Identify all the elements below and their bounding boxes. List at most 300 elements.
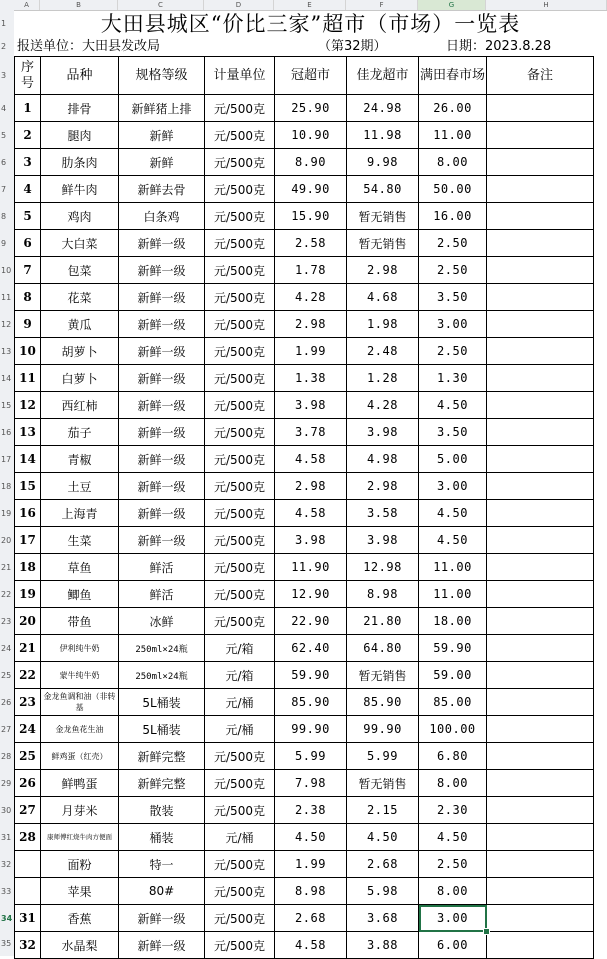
cell-jialong[interactable]: 8.98	[347, 581, 419, 608]
cell-guanchao[interactable]: 62.40	[275, 635, 347, 662]
cell-jialong[interactable]: 99.90	[347, 716, 419, 743]
row-number[interactable]: 35	[1, 938, 12, 948]
row-number[interactable]: 34	[1, 913, 13, 923]
header-unit[interactable]: 计量单位	[205, 57, 275, 95]
cell-unit[interactable]: 元/500克	[205, 338, 275, 365]
cell-guanchao[interactable]: 4.28	[275, 284, 347, 311]
row-number[interactable]: 26	[1, 697, 12, 707]
cell-item[interactable]: 胡萝卜	[41, 338, 119, 365]
cell-unit[interactable]: 元/桶	[205, 689, 275, 716]
cell-spec[interactable]: 鲜活	[119, 554, 205, 581]
cell-spec[interactable]: 250ml×24瓶	[119, 635, 205, 662]
cell-unit[interactable]: 元/500克	[205, 176, 275, 203]
cell-mantianchun[interactable]: 59.90	[419, 635, 487, 662]
cell-jialong[interactable]: 24.98	[347, 95, 419, 122]
row-number[interactable]: 13	[1, 346, 12, 356]
cell-guanchao[interactable]: 1.38	[275, 365, 347, 392]
cell-jialong[interactable]: 4.98	[347, 446, 419, 473]
cell-guanchao[interactable]: 49.90	[275, 176, 347, 203]
cell-seq[interactable]: 5	[15, 203, 41, 230]
cell-remark[interactable]	[487, 743, 594, 770]
cell-unit[interactable]: 元/500克	[205, 257, 275, 284]
header-spec[interactable]: 规格等级	[119, 57, 205, 95]
cell-unit[interactable]: 元/500克	[205, 392, 275, 419]
cell-seq[interactable]: 22	[15, 662, 41, 689]
cell-item[interactable]: 康师傅红烧牛肉方便面	[41, 824, 119, 851]
cell-remark[interactable]	[487, 122, 594, 149]
cell-jialong[interactable]: 12.98	[347, 554, 419, 581]
cell-item[interactable]: 黄瓜	[41, 311, 119, 338]
cell-mantianchun[interactable]: 3.00	[419, 905, 487, 932]
cell-seq[interactable]: 25	[15, 743, 41, 770]
cell-item[interactable]: 苹果	[41, 878, 119, 905]
row-number[interactable]: 32	[1, 859, 12, 869]
cell-mantianchun[interactable]: 4.50	[419, 500, 487, 527]
cell-unit[interactable]: 元/500克	[205, 419, 275, 446]
cell-item[interactable]: 蒙牛纯牛奶	[41, 662, 119, 689]
cell-remark[interactable]	[487, 662, 594, 689]
cell-jialong[interactable]: 1.28	[347, 365, 419, 392]
cell-remark[interactable]	[487, 635, 594, 662]
row-number[interactable]: 5	[1, 130, 7, 140]
cell-guanchao[interactable]: 4.58	[275, 500, 347, 527]
cell-guanchao[interactable]: 15.90	[275, 203, 347, 230]
cell-spec[interactable]: 新鲜一级	[119, 284, 205, 311]
cell-item[interactable]: 鲫鱼	[41, 581, 119, 608]
cell-unit[interactable]: 元/500克	[205, 284, 275, 311]
row-number[interactable]: 6	[1, 157, 7, 167]
cell-item[interactable]: 上海青	[41, 500, 119, 527]
row-number[interactable]: 9	[1, 238, 7, 248]
cell-remark[interactable]	[487, 716, 594, 743]
cell-unit[interactable]: 元/500克	[205, 797, 275, 824]
cell-guanchao[interactable]: 25.90	[275, 95, 347, 122]
header-remark[interactable]: 备注	[487, 57, 594, 95]
column-header-e[interactable]: E	[274, 0, 346, 10]
cell-jialong[interactable]: 暂无销售	[347, 203, 419, 230]
cell-remark[interactable]	[487, 419, 594, 446]
cell-unit[interactable]: 元/500克	[205, 527, 275, 554]
cell-remark[interactable]	[487, 311, 594, 338]
cell-unit[interactable]: 元/500克	[205, 473, 275, 500]
cell-remark[interactable]	[487, 581, 594, 608]
cell-spec[interactable]: 散装	[119, 797, 205, 824]
cell-spec[interactable]: 新鲜完整	[119, 770, 205, 797]
cell-jialong[interactable]: 54.80	[347, 176, 419, 203]
cell-item[interactable]: 土豆	[41, 473, 119, 500]
cell-jialong[interactable]: 3.98	[347, 419, 419, 446]
cell-remark[interactable]	[487, 284, 594, 311]
cell-seq[interactable]: 28	[15, 824, 41, 851]
cell-seq[interactable]: 23	[15, 689, 41, 716]
cell-mantianchun[interactable]: 8.00	[419, 878, 487, 905]
cell-remark[interactable]	[487, 770, 594, 797]
cell-seq[interactable]	[15, 878, 41, 905]
row-number[interactable]: 12	[1, 319, 12, 329]
cell-item[interactable]: 带鱼	[41, 608, 119, 635]
cell-mantianchun[interactable]: 4.50	[419, 527, 487, 554]
cell-unit[interactable]: 元/桶	[205, 824, 275, 851]
cell-mantianchun[interactable]: 2.30	[419, 797, 487, 824]
cell-item[interactable]: 金龙鱼调和油（非转基	[41, 689, 119, 716]
header-mantianchun[interactable]: 满田春市场	[419, 57, 487, 95]
cell-jialong[interactable]: 2.98	[347, 257, 419, 284]
cell-guanchao[interactable]: 8.98	[275, 878, 347, 905]
cell-jialong[interactable]: 3.68	[347, 905, 419, 932]
cell-mantianchun[interactable]: 59.00	[419, 662, 487, 689]
cell-item[interactable]: 大白菜	[41, 230, 119, 257]
cell-guanchao[interactable]: 59.90	[275, 662, 347, 689]
cell-seq[interactable]: 15	[15, 473, 41, 500]
cell-seq[interactable]: 2	[15, 122, 41, 149]
cell-item[interactable]: 鲜牛肉	[41, 176, 119, 203]
cell-seq[interactable]: 17	[15, 527, 41, 554]
cell-mantianchun[interactable]: 2.50	[419, 851, 487, 878]
cell-remark[interactable]	[487, 878, 594, 905]
cell-seq[interactable]: 12	[15, 392, 41, 419]
cell-seq[interactable]	[15, 851, 41, 878]
cell-guanchao[interactable]: 1.99	[275, 338, 347, 365]
cell-guanchao[interactable]: 22.90	[275, 608, 347, 635]
cell-guanchao[interactable]: 2.38	[275, 797, 347, 824]
cell-mantianchun[interactable]: 5.00	[419, 446, 487, 473]
cell-remark[interactable]	[487, 473, 594, 500]
cell-seq[interactable]: 7	[15, 257, 41, 284]
cell-guanchao[interactable]: 5.99	[275, 743, 347, 770]
cell-mantianchun[interactable]: 3.00	[419, 311, 487, 338]
cell-jialong[interactable]: 85.90	[347, 689, 419, 716]
cell-jialong[interactable]: 暂无销售	[347, 230, 419, 257]
cell-guanchao[interactable]: 4.50	[275, 824, 347, 851]
cell-remark[interactable]	[487, 689, 594, 716]
cell-guanchao[interactable]: 85.90	[275, 689, 347, 716]
cell-item[interactable]: 水晶梨	[41, 932, 119, 959]
cell-unit[interactable]: 元/500克	[205, 878, 275, 905]
cell-unit[interactable]: 元/桶	[205, 716, 275, 743]
cell-mantianchun[interactable]: 85.00	[419, 689, 487, 716]
cell-seq[interactable]: 24	[15, 716, 41, 743]
cell-unit[interactable]: 元/500克	[205, 365, 275, 392]
cell-remark[interactable]	[487, 95, 594, 122]
cell-guanchao[interactable]: 2.98	[275, 311, 347, 338]
cell-spec[interactable]: 新鲜	[119, 149, 205, 176]
cell-spec[interactable]: 新鲜	[119, 122, 205, 149]
cell-remark[interactable]	[487, 554, 594, 581]
cell-remark[interactable]	[487, 365, 594, 392]
cell-guanchao[interactable]: 1.78	[275, 257, 347, 284]
cell-mantianchun[interactable]: 3.00	[419, 473, 487, 500]
cell-unit[interactable]: 元/500克	[205, 905, 275, 932]
row-number[interactable]: 29	[1, 778, 12, 788]
cell-unit[interactable]: 元/500克	[205, 230, 275, 257]
cell-jialong[interactable]: 2.98	[347, 473, 419, 500]
header-seq[interactable]: 序号	[15, 57, 41, 95]
column-header-g[interactable]: G	[418, 0, 486, 10]
cell-item[interactable]: 排骨	[41, 95, 119, 122]
cell-mantianchun[interactable]: 2.50	[419, 338, 487, 365]
cell-spec[interactable]: 新鲜一级	[119, 446, 205, 473]
cell-item[interactable]: 金龙鱼花生油	[41, 716, 119, 743]
cell-guanchao[interactable]: 2.58	[275, 230, 347, 257]
cell-seq[interactable]: 16	[15, 500, 41, 527]
cell-guanchao[interactable]: 3.98	[275, 392, 347, 419]
cell-remark[interactable]	[487, 338, 594, 365]
cell-item[interactable]: 月芽米	[41, 797, 119, 824]
cell-seq[interactable]: 26	[15, 770, 41, 797]
cell-remark[interactable]	[487, 500, 594, 527]
cell-item[interactable]: 草鱼	[41, 554, 119, 581]
cell-spec[interactable]: 新鲜去骨	[119, 176, 205, 203]
cell-item[interactable]: 茄子	[41, 419, 119, 446]
cell-spec[interactable]: 桶装	[119, 824, 205, 851]
cell-jialong[interactable]: 3.58	[347, 500, 419, 527]
cell-spec[interactable]: 新鲜一级	[119, 230, 205, 257]
row-number[interactable]: 25	[1, 670, 12, 680]
cell-remark[interactable]	[487, 446, 594, 473]
cell-seq[interactable]: 4	[15, 176, 41, 203]
cell-jialong[interactable]: 暂无销售	[347, 662, 419, 689]
row-number[interactable]: 18	[1, 481, 12, 491]
cell-item[interactable]: 伊利纯牛奶	[41, 635, 119, 662]
cell-spec[interactable]: 新鲜一级	[119, 338, 205, 365]
cell-item[interactable]: 腿肉	[41, 122, 119, 149]
row-number[interactable]: 2	[1, 42, 7, 51]
cell-spec[interactable]: 5L桶装	[119, 716, 205, 743]
cell-guanchao[interactable]: 8.90	[275, 149, 347, 176]
cell-guanchao[interactable]: 7.98	[275, 770, 347, 797]
cell-mantianchun[interactable]: 6.00	[419, 932, 487, 959]
cell-seq[interactable]: 3	[15, 149, 41, 176]
row-number[interactable]: 28	[1, 751, 12, 761]
cell-guanchao[interactable]: 2.98	[275, 473, 347, 500]
cell-unit[interactable]: 元/500克	[205, 446, 275, 473]
cell-spec[interactable]: 新鲜一级	[119, 500, 205, 527]
cell-guanchao[interactable]: 11.90	[275, 554, 347, 581]
column-header-b[interactable]: B	[40, 0, 118, 10]
cell-seq[interactable]: 18	[15, 554, 41, 581]
row-number[interactable]: 20	[1, 535, 12, 545]
row-number[interactable]: 21	[1, 562, 12, 572]
cell-mantianchun[interactable]: 2.50	[419, 230, 487, 257]
column-header-f[interactable]: F	[346, 0, 418, 10]
cell-guanchao[interactable]: 10.90	[275, 122, 347, 149]
cell-spec[interactable]: 80#	[119, 878, 205, 905]
cell-unit[interactable]: 元/500克	[205, 932, 275, 959]
cell-guanchao[interactable]: 12.90	[275, 581, 347, 608]
cell-unit[interactable]: 元/500克	[205, 770, 275, 797]
cell-guanchao[interactable]: 3.98	[275, 527, 347, 554]
cell-jialong[interactable]: 11.98	[347, 122, 419, 149]
cell-jialong[interactable]: 2.68	[347, 851, 419, 878]
cell-jialong[interactable]: 3.88	[347, 932, 419, 959]
cell-jialong[interactable]: 5.99	[347, 743, 419, 770]
cell-guanchao[interactable]: 1.99	[275, 851, 347, 878]
cell-mantianchun[interactable]: 26.00	[419, 95, 487, 122]
cell-jialong[interactable]: 64.80	[347, 635, 419, 662]
cell-item[interactable]: 鸡肉	[41, 203, 119, 230]
cell-item[interactable]: 鲜鸡蛋（红壳）	[41, 743, 119, 770]
cell-unit[interactable]: 元/500克	[205, 500, 275, 527]
cell-spec[interactable]: 新鲜猪上排	[119, 95, 205, 122]
cell-unit[interactable]: 元/500克	[205, 122, 275, 149]
cell-mantianchun[interactable]: 3.50	[419, 284, 487, 311]
cell-mantianchun[interactable]: 11.00	[419, 554, 487, 581]
row-number[interactable]: 15	[1, 400, 12, 410]
cell-mantianchun[interactable]: 4.50	[419, 824, 487, 851]
cell-seq[interactable]: 27	[15, 797, 41, 824]
cell-item[interactable]: 包菜	[41, 257, 119, 284]
cell-remark[interactable]	[487, 203, 594, 230]
cell-remark[interactable]	[487, 527, 594, 554]
cell-mantianchun[interactable]: 6.80	[419, 743, 487, 770]
column-header-a[interactable]: A	[14, 0, 40, 10]
cell-remark[interactable]	[487, 932, 594, 959]
cell-spec[interactable]: 特一	[119, 851, 205, 878]
cell-spec[interactable]: 冰鲜	[119, 608, 205, 635]
cell-spec[interactable]: 新鲜一级	[119, 905, 205, 932]
cell-mantianchun[interactable]: 8.00	[419, 149, 487, 176]
cell-seq[interactable]: 6	[15, 230, 41, 257]
cell-unit[interactable]: 元/500克	[205, 149, 275, 176]
cell-item[interactable]: 香蕉	[41, 905, 119, 932]
row-number[interactable]: 11	[1, 292, 12, 302]
cell-spec[interactable]: 白条鸡	[119, 203, 205, 230]
row-number[interactable]: 8	[1, 211, 7, 221]
cell-spec[interactable]: 新鲜一级	[119, 392, 205, 419]
cell-remark[interactable]	[487, 176, 594, 203]
cell-unit[interactable]: 元/500克	[205, 95, 275, 122]
cell-jialong[interactable]: 5.98	[347, 878, 419, 905]
cell-spec[interactable]: 新鲜一级	[119, 473, 205, 500]
cell-jialong[interactable]: 3.98	[347, 527, 419, 554]
cell-jialong[interactable]: 暂无销售	[347, 770, 419, 797]
cell-jialong[interactable]: 4.50	[347, 824, 419, 851]
cell-mantianchun[interactable]: 3.50	[419, 419, 487, 446]
cell-seq[interactable]: 13	[15, 419, 41, 446]
row-number[interactable]: 22	[1, 589, 12, 599]
cell-jialong[interactable]: 9.98	[347, 149, 419, 176]
row-number[interactable]: 24	[1, 643, 12, 653]
cell-jialong[interactable]: 1.98	[347, 311, 419, 338]
cell-spec[interactable]: 新鲜一级	[119, 365, 205, 392]
row-number[interactable]: 10	[1, 265, 12, 275]
cell-item[interactable]: 生菜	[41, 527, 119, 554]
cell-mantianchun[interactable]: 11.00	[419, 122, 487, 149]
row-number[interactable]: 27	[1, 724, 12, 734]
cell-unit[interactable]: 元/500克	[205, 743, 275, 770]
header-guanchao[interactable]: 冠超市	[275, 57, 347, 95]
cell-spec[interactable]: 新鲜一级	[119, 419, 205, 446]
cell-seq[interactable]: 32	[15, 932, 41, 959]
row-number[interactable]: 31	[1, 832, 12, 842]
row-number[interactable]: 7	[1, 184, 7, 194]
cell-mantianchun[interactable]: 8.00	[419, 770, 487, 797]
cell-unit[interactable]: 元/500克	[205, 554, 275, 581]
column-header-d[interactable]: D	[204, 0, 274, 10]
cell-spec[interactable]: 250ml×24瓶	[119, 662, 205, 689]
row-number[interactable]: 17	[1, 454, 12, 464]
cell-guanchao[interactable]: 4.58	[275, 446, 347, 473]
cell-jialong[interactable]: 2.15	[347, 797, 419, 824]
cell-jialong[interactable]: 4.28	[347, 392, 419, 419]
cell-item[interactable]: 青椒	[41, 446, 119, 473]
cell-mantianchun[interactable]: 1.30	[419, 365, 487, 392]
cell-mantianchun[interactable]: 50.00	[419, 176, 487, 203]
cell-seq[interactable]: 21	[15, 635, 41, 662]
cell-item[interactable]: 白萝卜	[41, 365, 119, 392]
row-number[interactable]: 23	[1, 616, 12, 626]
cell-item[interactable]: 鲜鸭蛋	[41, 770, 119, 797]
cell-spec[interactable]: 5L桶装	[119, 689, 205, 716]
cell-guanchao[interactable]: 99.90	[275, 716, 347, 743]
cell-remark[interactable]	[487, 230, 594, 257]
cell-mantianchun[interactable]: 11.00	[419, 581, 487, 608]
cell-remark[interactable]	[487, 905, 594, 932]
row-number[interactable]: 19	[1, 508, 12, 518]
cell-item[interactable]: 花菜	[41, 284, 119, 311]
cell-seq[interactable]: 10	[15, 338, 41, 365]
row-number[interactable]: 30	[1, 805, 12, 815]
cell-seq[interactable]: 20	[15, 608, 41, 635]
cell-guanchao[interactable]: 4.58	[275, 932, 347, 959]
header-jialong[interactable]: 佳龙超市	[347, 57, 419, 95]
cell-seq[interactable]: 8	[15, 284, 41, 311]
cell-remark[interactable]	[487, 851, 594, 878]
cell-spec[interactable]: 新鲜一级	[119, 311, 205, 338]
column-header-h[interactable]: H	[486, 0, 607, 10]
cell-unit[interactable]: 元/500克	[205, 581, 275, 608]
cell-seq[interactable]: 1	[15, 95, 41, 122]
fill-handle[interactable]	[483, 928, 490, 935]
cell-spec[interactable]: 鲜活	[119, 581, 205, 608]
cell-jialong[interactable]: 21.80	[347, 608, 419, 635]
cell-unit[interactable]: 元/500克	[205, 203, 275, 230]
cell-mantianchun[interactable]: 100.00	[419, 716, 487, 743]
cell-remark[interactable]	[487, 797, 594, 824]
cell-jialong[interactable]: 2.48	[347, 338, 419, 365]
cell-jialong[interactable]: 4.68	[347, 284, 419, 311]
cell-mantianchun[interactable]: 4.50	[419, 392, 487, 419]
cell-unit[interactable]: 元/箱	[205, 662, 275, 689]
column-header-c[interactable]: C	[118, 0, 204, 10]
cell-spec[interactable]: 新鲜一级	[119, 932, 205, 959]
cell-seq[interactable]: 9	[15, 311, 41, 338]
row-number[interactable]: 4	[1, 103, 7, 113]
cell-guanchao[interactable]: 3.78	[275, 419, 347, 446]
cell-unit[interactable]: 元/500克	[205, 608, 275, 635]
cell-item[interactable]: 肋条肉	[41, 149, 119, 176]
cell-item[interactable]: 西红柿	[41, 392, 119, 419]
cell-remark[interactable]	[487, 149, 594, 176]
cell-unit[interactable]: 元/箱	[205, 635, 275, 662]
cell-spec[interactable]: 新鲜一级	[119, 257, 205, 284]
cell-seq[interactable]: 14	[15, 446, 41, 473]
cell-seq[interactable]: 31	[15, 905, 41, 932]
cell-spec[interactable]: 新鲜完整	[119, 743, 205, 770]
cell-remark[interactable]	[487, 392, 594, 419]
row-number[interactable]: 16	[1, 427, 12, 437]
cell-remark[interactable]	[487, 257, 594, 284]
cell-mantianchun[interactable]: 18.00	[419, 608, 487, 635]
cell-unit[interactable]: 元/500克	[205, 311, 275, 338]
cell-mantianchun[interactable]: 2.50	[419, 257, 487, 284]
cell-mantianchun[interactable]: 16.00	[419, 203, 487, 230]
cell-spec[interactable]: 新鲜一级	[119, 527, 205, 554]
row-number[interactable]: 3	[1, 70, 7, 80]
cell-item[interactable]: 面粉	[41, 851, 119, 878]
cell-remark[interactable]	[487, 824, 594, 851]
row-number[interactable]: 33	[1, 886, 12, 896]
